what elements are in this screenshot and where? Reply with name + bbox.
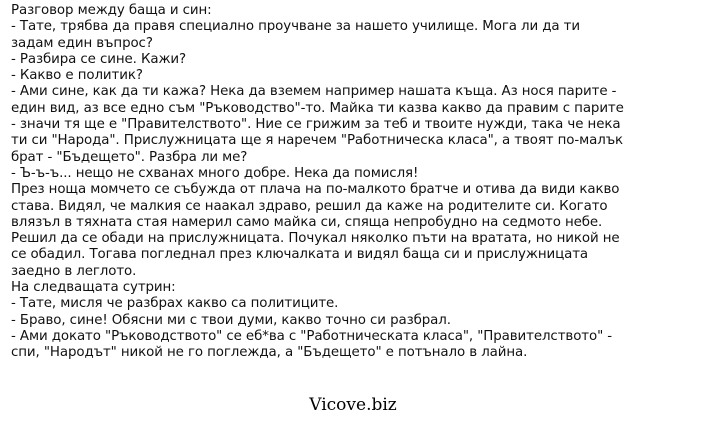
joke-line: - Разбира се сине. Кажи? [11,51,187,67]
joke-line: заедно в леглото. [11,263,137,279]
joke-line: - Ъ-ъ-ъ... нещо не схванах много добре. Нека да помисля! [11,165,419,181]
site-watermark: Vicove.biz [309,395,397,415]
joke-line: се обадил. Тогава погледнал през ключалката и видял баща си и прислужницата [11,247,589,263]
joke-line: През ноща момчето се събужда от плача на по-малкото братче и отива да види какво [11,182,620,198]
joke-line: задам един въпрос? [11,35,153,51]
joke-text [11,3,711,362]
joke-line: един вид, аз все едно съм "Ръководство"-то. Майка ти казва какво да правим с парите [11,100,624,116]
joke-line: - Тате, мисля че разбрах какво са политиците. [11,296,339,312]
joke-line: - значи тя ще е "Правителството". Ние се грижим за теб и твоите нужди, така че нека [11,117,621,133]
joke-line: брат - "Бъдещето". Разбра ли ме? [11,149,248,165]
joke-line: става. Видял, че малкия се наакал здраво, решил да каже на родителите си. Когато [11,198,608,214]
joke-line: - Какво е политик? [11,68,143,84]
joke-line: - Тате, трябва да правя специално проучване за нашето училище. Мога ли да ти [11,19,580,35]
joke-line: Решил да се обади на прислужницата. Почукал няколко пъти на вратата, но никой не [11,231,620,247]
joke-line: - Ами сине, как да ти кажа? Нека да вземем например нашата къща. Аз нося парите - [11,84,617,100]
joke-line: На следващата сутрин: [11,280,176,296]
joke-line: - Ами докато "Ръководството" се еб*ва с "Работническата класа", "Правителството" - [11,328,613,344]
joke-line: ти си "Народа". Прислужницата ще я наречем "Работническа класа", а твоят по-малък [11,133,624,149]
joke-line: влязъл в тяхната стая намерил само майка си, спяща непробудно на седмото небе. [11,214,603,230]
joke-line: спи, "Народът" никой не го поглежда, а "Бъдещето" е потънало в лайна. [11,345,528,361]
joke-line: Разговор между баща и син: [11,3,212,18]
joke-line: - Браво, сине! Обясни ми с твои думи, какво точно си разбрал. [11,312,451,328]
